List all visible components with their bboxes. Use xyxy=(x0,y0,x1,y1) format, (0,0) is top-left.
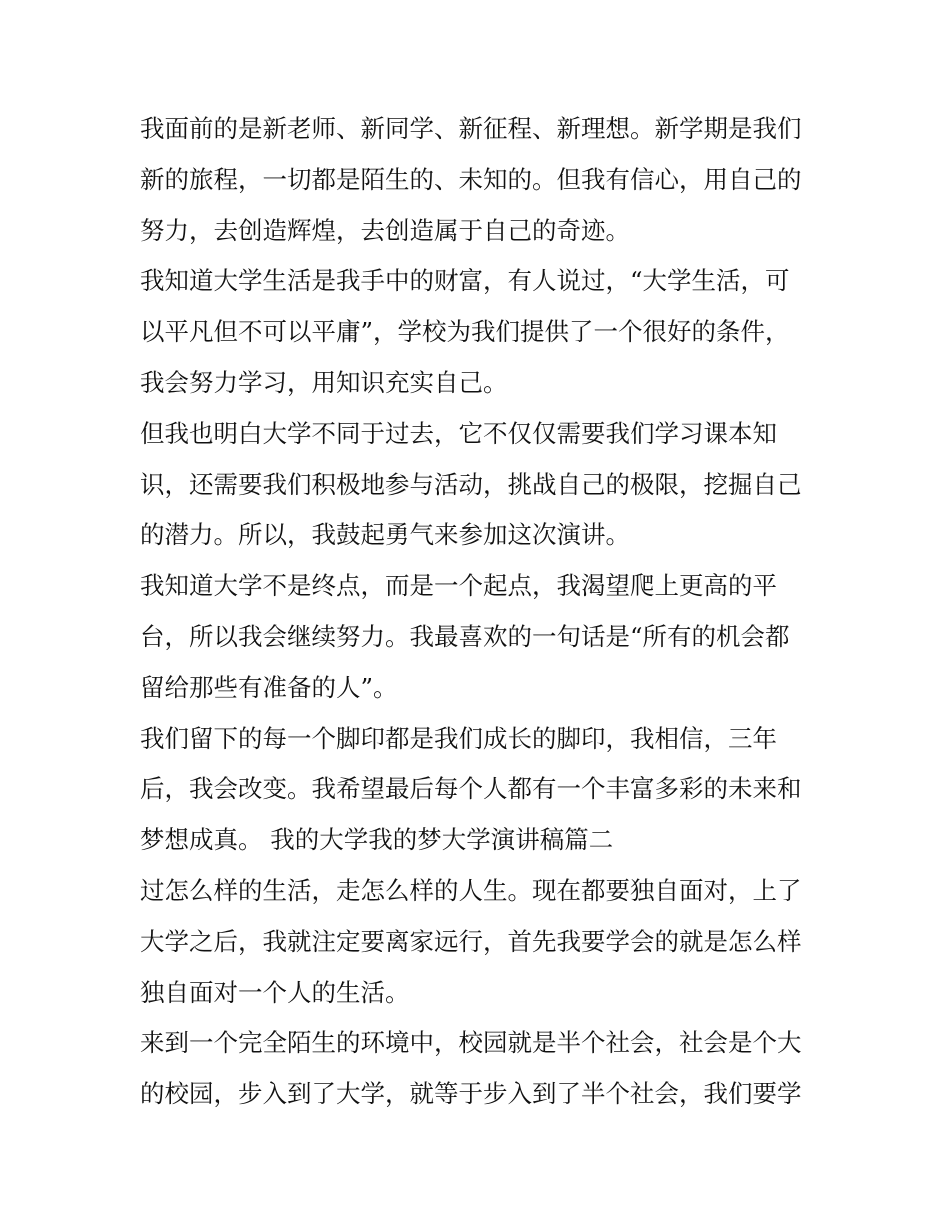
paragraph-4: 我知道大学不是终点，而是一个起点，我渴望爬上更高的平台，所以我会继续努力。我最喜欢的一句话是“所有的机会都留给那些有准备的人”。 xyxy=(140,571,790,702)
paragraph-1: 我面前的是新老师、新同学、新征程、新理想。新学期是我们新的旅程，一切都是陌生的、未知的。但我有信心，用自己的努力，去创造辉煌，去创造属于自己的奇迹。 xyxy=(140,114,802,245)
document-body xyxy=(140,104,812,1120)
paragraph-6: 过怎么样的生活，走怎么样的人生。现在都要独自面对，上了大学之后，我就注定要离家远行，首先我要学会的就是怎么样独自面对一个人的生活。 xyxy=(140,875,802,1007)
paragraph-2: 我知道大学生活是我手中的财富，有人说过，“大学生活，可以平凡但不可以平庸”，学校为我们提供了一个很好的条件，我会努力学习，用知识充实自己。 xyxy=(140,266,790,397)
paragraph-7: 来到一个完全陌生的环境中，校园就是半个社会，社会是个大的校园，步入到了大学，就等于步入到了半个社会，我们要学 xyxy=(140,1028,802,1109)
paragraph-3: 但我也明白大学不同于过去，它不仅仅需要我们学习课本知识，还需要我们积极地参与活动，挑战自己的极限，挖掘自己的潜力。所以，我鼓起勇气来参加这次演讲。 xyxy=(140,418,802,550)
paragraph-5: 我们留下的每一个脚印都是我们成长的脚印，我相信，三年后，我会改变。我希望最后每个人都有一个丰富多彩的未来和梦想成真。 我的大学我的梦大学演讲稿篇二 xyxy=(140,723,802,855)
